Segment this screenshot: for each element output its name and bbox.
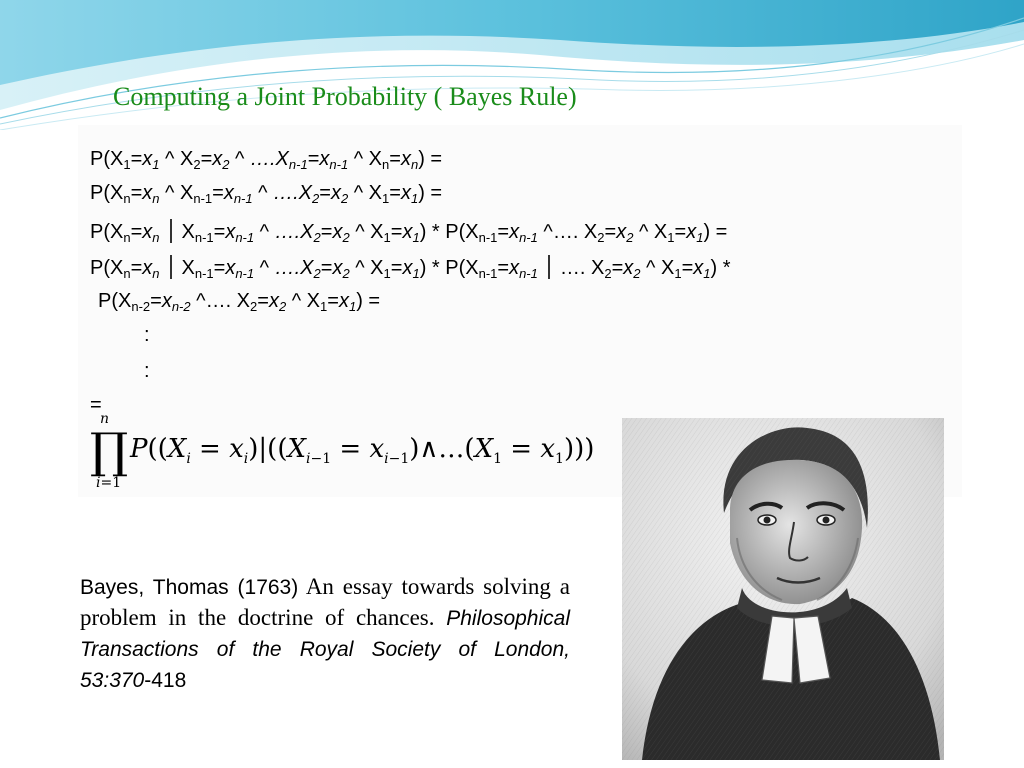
slide-title: Computing a Joint Probability ( Bayes Rule) bbox=[113, 82, 577, 111]
formula-equals: = bbox=[90, 394, 102, 416]
bayes-portrait-image bbox=[622, 418, 944, 760]
formula-ellipsis-1: : bbox=[144, 324, 150, 346]
formula-line-1: $P(X_1=x_1$ ^ $X_2=x_2$ ^ $\dots.X_{n-1}=x_{n-1}$ ^ $X_n=x_n$) = bbox=[90, 148, 443, 172]
formula-ellipsis-2: : bbox=[144, 360, 150, 382]
svg-text:i=1: i=1 bbox=[96, 475, 122, 491]
citation-pages: -418 bbox=[144, 669, 187, 692]
citation-title: An essay towards solving a problem in the doctrine of chances. bbox=[80, 574, 570, 630]
formula-line-2: $P(X_n=x_n$ ^ $X_{n-1}=x_{n-1}$ ^ $\dots.X_2=x_2$ ^ $X_1=x_1$) = bbox=[90, 182, 443, 206]
citation-journal: Philosophical Transactions of the Royal Society of London, 53:370 bbox=[80, 607, 570, 692]
formula-line-3: $P(X_n=x_n$ $X_{n-1}=x_{n-1}$ ^ $\dots.X_2=x_2$ ^ $X_1=x_1) * P(X_{n-1}=x_{n-1}$ ^…. $X_2=x_2$ ^ $X_1=x_1$) = bbox=[90, 221, 728, 245]
svg-text:P((Xi = xi)|((Xi−1 = xi−1)∧…(X: $P((X_i = x_i)|((X_{i-1}$ = $x_{i-1})\wedge\dots(X_1 = x_1)$)) bbox=[130, 434, 595, 467]
citation-author: Bayes, Thomas bbox=[80, 576, 229, 599]
formula-line-5: $P(X_{n-2}=x_{n-2}$ ^…. $X_2=x_2$ ^ $X_1=x_1$) = bbox=[98, 290, 381, 314]
svg-text:n: n bbox=[100, 411, 110, 427]
citation-year: (1763) bbox=[237, 576, 299, 599]
svg-text:∏: ∏ bbox=[90, 423, 129, 479]
formula-line-4: $P(X_n=x_n$ $X_{n-1}=x_{n-1}$ ^ $\dots.X_2=x_2$ ^ $X_1=x_1) * P(X_{n-1}=x_{n-1}$ …. $X_2=x_2$ ^ $X_1=x_1$) * bbox=[90, 257, 731, 281]
citation-text bbox=[80, 572, 570, 696]
